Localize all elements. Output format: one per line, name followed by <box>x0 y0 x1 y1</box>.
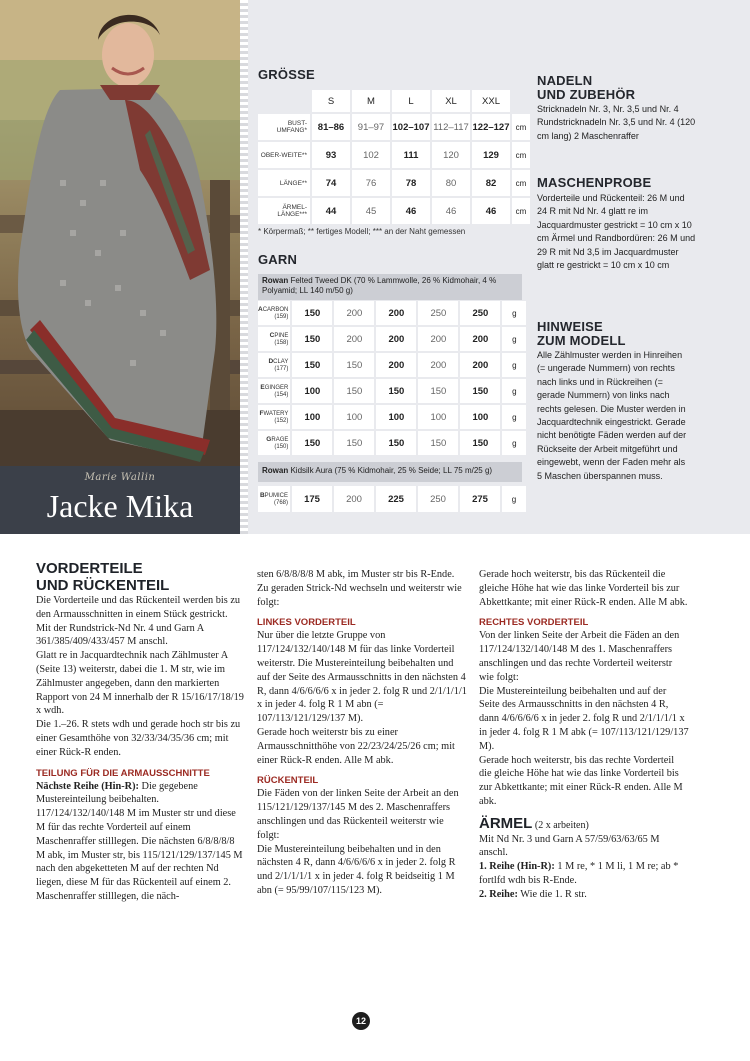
subheading: LINKES VORDERTEIL <box>257 617 356 629</box>
paragraph: Mit Nd Nr. 3 und Garn A 57/59/63/63/65 M anschl. <box>479 833 660 859</box>
unit: cm <box>512 142 530 168</box>
size-header: XXL <box>472 90 510 112</box>
color-label: DCLAY (177) <box>258 353 290 377</box>
size-header: M <box>352 90 390 112</box>
cell: 200 <box>376 327 416 351</box>
cell: 46 <box>432 198 470 224</box>
cell: 100 <box>292 405 332 429</box>
cell: 150 <box>460 431 500 455</box>
cell: 120 <box>432 142 470 168</box>
cell: 200 <box>334 301 374 325</box>
unit: g <box>502 486 526 512</box>
cell: 200 <box>376 301 416 325</box>
needles-title-line2: UND ZUBEHÖR <box>537 87 636 102</box>
cell: 275 <box>460 486 500 512</box>
cell: 91–97 <box>352 114 390 140</box>
yarn-brand: Rowan <box>262 276 289 285</box>
unit: cm <box>512 198 530 224</box>
cell: 200 <box>418 327 458 351</box>
cell: 100 <box>376 405 416 429</box>
paragraph: Gerade hoch weiterstr bis zu einer Armausschnitthöhe von 22/23/24/25/26 cm; mit einer Rück-R enden. Alle M abk. <box>257 726 455 766</box>
cell: 150 <box>292 353 332 377</box>
binding-strip <box>240 0 248 534</box>
cell: 82 <box>472 170 510 196</box>
cell: 150 <box>334 379 374 403</box>
color-label: FWATERY (152) <box>258 405 290 429</box>
notes-title-line2: ZUM MODELL <box>537 333 626 348</box>
subheading: RÜCKENTEIL <box>257 775 319 787</box>
designer-name: Marie Wallin <box>84 472 156 483</box>
row-label: LÄNGE** <box>258 170 310 196</box>
cell: 111 <box>392 142 430 168</box>
row-label: BUST-UMFANG* <box>258 114 310 140</box>
row-label: ÄRMEL-LÄNGE*** <box>258 198 310 224</box>
cell: 150 <box>376 379 416 403</box>
section-title: VORDERTEILE UND RÜCKENTEIL <box>36 560 170 594</box>
cell: 150 <box>418 431 458 455</box>
cell: 44 <box>312 198 350 224</box>
notes-title <box>537 320 626 348</box>
yarn-table-a <box>256 299 528 457</box>
yarn-table-b <box>256 484 528 514</box>
cell: 81–86 <box>312 114 350 140</box>
cell: 200 <box>334 486 374 512</box>
unit: g <box>502 327 526 351</box>
paragraph: Zu geraden Strick-Nd wechseln und weiterstr wie folgt: <box>257 582 462 608</box>
unit: g <box>502 379 526 403</box>
unit: g <box>502 405 526 429</box>
size-row <box>258 198 530 224</box>
cell: 150 <box>376 431 416 455</box>
paragraph: Nächste Reihe (Hin-R): Die gegebene Mustereinteilung beibehalten. 117/124/132/140/148 M im Muster str und diese M für das rechte Vorderteil auf einem Maschenraffer stilllegen. Die nächsten 6/8/8/8/8 M abk, im Muster str, bis 115/121/129/137/145 M nach den abgeketteten M auf der rechten Nd liegen, diese M für das Rückenteil auf einem 2. Maschenraffer stilllegen, die näch- <box>36 780 243 902</box>
cell: 150 <box>460 379 500 403</box>
color-label: GRAGE (150) <box>258 431 290 455</box>
paragraph: Nur über die letzte Gruppe von 117/124/132/140/148 M für das linke Vorderteil weiterstr. Die Mustereinteilung beibehalten und auf der Seite des Armausschnitts in den nächsten 4 R, dann 4/6/6/6/6 x in jeder 2. folg R und 2/1/1/1/1 x in jeder 4. folg R 1 M abn (= 107/113/121/129/137 M). <box>257 630 467 725</box>
paragraph: Die Vorderteile und das Rückenteil werden bis zu den Armausschnitten in einem Stück gestrickt. <box>36 595 241 620</box>
cell: 150 <box>334 353 374 377</box>
cell: 122–127 <box>472 114 510 140</box>
unit: g <box>502 353 526 377</box>
cell: 150 <box>334 431 374 455</box>
cell: 45 <box>352 198 390 224</box>
cell: 150 <box>418 379 458 403</box>
gauge-text: Vorderteile und Rückenteil: 26 M und 24 R mit Nd Nr. 4 glatt re im Jacquardmuster gestrickt = 10 cm x 10 cm Ärmel und Randbordüren: 26 M und 29 R mit Nd 3,5 im Jacquardmuster glatt re gestrickt = 10 cm x 10 cm <box>537 193 696 271</box>
cell: 200 <box>418 353 458 377</box>
model-photo <box>0 0 240 466</box>
color-label: CPINE (158) <box>258 327 290 351</box>
cell: 74 <box>312 170 350 196</box>
sleeve-heading: ÄRMEL (2 x arbeiten) <box>479 814 589 832</box>
size-row <box>258 114 530 140</box>
cell: 100 <box>418 405 458 429</box>
cell: 150 <box>292 301 332 325</box>
cell: 46 <box>392 198 430 224</box>
cell: 150 <box>292 431 332 455</box>
column-1 <box>36 560 244 904</box>
cell: 129 <box>472 142 510 168</box>
color-label: EGINGER (154) <box>258 379 290 403</box>
cell: 250 <box>418 301 458 325</box>
color-label: ACARBON (159) <box>258 301 290 325</box>
yarn-description: Kidsilk Aura (75 % Kidmohair, 25 % Seide; LL 75 m/25 g) <box>290 466 493 475</box>
cell: 102–107 <box>392 114 430 140</box>
needles-text: Stricknadeln Nr. 3, Nr. 3,5 und Nr. 4 Rundstricknadeln Nr. 3,5 und Nr. 4 (120 cm lang) 2 Maschenraffer <box>537 104 696 141</box>
page-number: 12 <box>352 1012 370 1030</box>
color-label: BPUMICE (768) <box>258 486 290 512</box>
yarn-title: GARN <box>258 252 298 267</box>
cell: 200 <box>334 327 374 351</box>
cell: 78 <box>392 170 430 196</box>
paragraph: Die Mustereinteilung beibehalten und in den nächsten 4 R, dann 4/6/6/6/6 x in jeder 2. folg R und 2/1/1/1/1 x in jeder 4. folg R beidseitig 1 M abn (= 95/99/107/115/123 M). <box>257 843 456 896</box>
unit: g <box>502 431 526 455</box>
size-title: GRÖSSE <box>258 67 315 82</box>
subheading: RECHTES VORDERTEIL <box>479 617 589 629</box>
cell: 100 <box>460 405 500 429</box>
cell: 80 <box>432 170 470 196</box>
cell: 250 <box>418 486 458 512</box>
yarn-row <box>258 353 526 377</box>
paragraph: Glatt re in Jacquardtechnik nach Zählmuster A (Seite 13) weiterstr, dabei die 1. M str, wie im Zählmuster angegeben, dann den markierten Rapport von 24 M innerhalb der R 15/16/17/18/19 x wdh. <box>36 650 244 717</box>
column-2 <box>257 568 467 898</box>
needles-title-line1: NADELN <box>537 73 593 88</box>
paragraph: Gerade hoch weiterstr, bis das Rückenteil die gleiche Höhe hat wie das linke Vorderteil bis zur Abkettkante; mit einer Rück-R enden. Alle M abk. <box>479 569 688 608</box>
paragraph: Mit der Rundstrick-Nd Nr. 4 und Garn A 361/385/409/433/457 M anschl. <box>36 622 204 648</box>
unit: cm <box>512 114 530 140</box>
cell: 93 <box>312 142 350 168</box>
yarn-b-band <box>258 462 522 482</box>
yarn-row <box>258 379 526 403</box>
cell: 76 <box>352 170 390 196</box>
notes-title-line1: HINWEISE <box>537 319 603 334</box>
yarn-row <box>258 486 526 512</box>
cell: 225 <box>376 486 416 512</box>
yarn-row <box>258 301 526 325</box>
cell: 200 <box>460 353 500 377</box>
size-header: S <box>312 90 350 112</box>
cell: 250 <box>460 301 500 325</box>
notes-text: Alle Zählmuster werden in Hinreihen (= ungerade Nummern) von rechts nach links und in Rückreihen (= gerade Nummern) von links nach rechts gelesen. Die Muster werden in Jacquardtechnik eingestrickt. Gerade nicht benötigte Fäden werden auf der Rückseite der Arbeit mitgeführt und eingewebt, wenn der Faden mehr als 5 Maschen überspannen muss. <box>537 350 687 481</box>
cell: 150 <box>292 327 332 351</box>
size-footnote: * Körpermaß; ** fertiges Modell; *** an der Naht gemessen <box>258 227 466 236</box>
cell: 102 <box>352 142 390 168</box>
unit: cm <box>512 170 530 196</box>
yarn-row <box>258 405 526 429</box>
paragraph: 1. Reihe (Hin-R): 1 M re, * 1 M li, 1 M re; ab * fortlfd wdh bis R-Ende. <box>479 861 679 886</box>
column-3 <box>479 568 689 902</box>
size-table <box>256 88 532 226</box>
paragraph: Die 1.–26. R stets wdh und gerade hoch str bis zu einer Gesamthöhe von 32/33/34/35/36 cm; mit einer Rück-R enden. <box>36 719 241 758</box>
paragraph: Von der linken Seite der Arbeit die Fäden an den 117/124/132/140/148 M des 1. Maschenraffers anschlingen und das rechte Vorderteil weiterstr wie folgt: <box>479 630 680 683</box>
size-header: XL <box>432 90 470 112</box>
model-title: Jacke Mika <box>46 488 194 524</box>
paragraph: Die Mustereinteilung beibehalten und auf der Seite des Armausschnitts in den nächsten 4 R, dann 4/6/6/6/6 x in jeder 2. folg R und 2/1/1/1/1 x in jeder 4. folg R 1 M abk (= 107/113/121/129/137 M). <box>479 685 689 752</box>
cell: 200 <box>460 327 500 351</box>
yarn-brand: Rowan <box>262 466 289 475</box>
size-header: L <box>392 90 430 112</box>
yarn-description: Felted Tweed DK (70 % Lammwolle, 26 % Kidmohair, 4 % Polyamid; LL 140 m/50 g) <box>262 276 497 295</box>
cell: 46 <box>472 198 510 224</box>
cell: 100 <box>334 405 374 429</box>
size-row <box>258 142 530 168</box>
paragraph: sten 6/8/8/8/8 M abk, im Muster str bis R-Ende. <box>257 569 455 580</box>
cell: 112–117 <box>432 114 470 140</box>
cell: 200 <box>376 353 416 377</box>
cell: 175 <box>292 486 332 512</box>
row-label: OBER-WEITE** <box>258 142 310 168</box>
size-row <box>258 170 530 196</box>
paragraph: 2. Reihe: Wie die 1. R str. <box>479 888 587 900</box>
unit: g <box>502 301 526 325</box>
paragraph: Gerade hoch weiterstr, bis das rechte Vorderteil die gleiche Höhe hat wie das linke Vorderteil bis zur Abkettkante; mit einer Rück-R enden. Alle M abk. <box>479 754 683 807</box>
needles-title <box>537 74 635 102</box>
yarn-a-band <box>258 274 522 300</box>
paragraph: Die Fäden von der linken Seite der Arbeit an den 115/121/129/137/145 M des 2. Maschenraffers anschlingen und das Rückenteil weiterstr wie folgt: <box>257 788 459 841</box>
yarn-row <box>258 431 526 455</box>
yarn-row <box>258 327 526 351</box>
subheading: TEILUNG FÜR DIE ARMAUSSCHNITTE <box>36 767 210 779</box>
cell: 100 <box>292 379 332 403</box>
gauge-title: MASCHENPROBE <box>537 175 652 190</box>
